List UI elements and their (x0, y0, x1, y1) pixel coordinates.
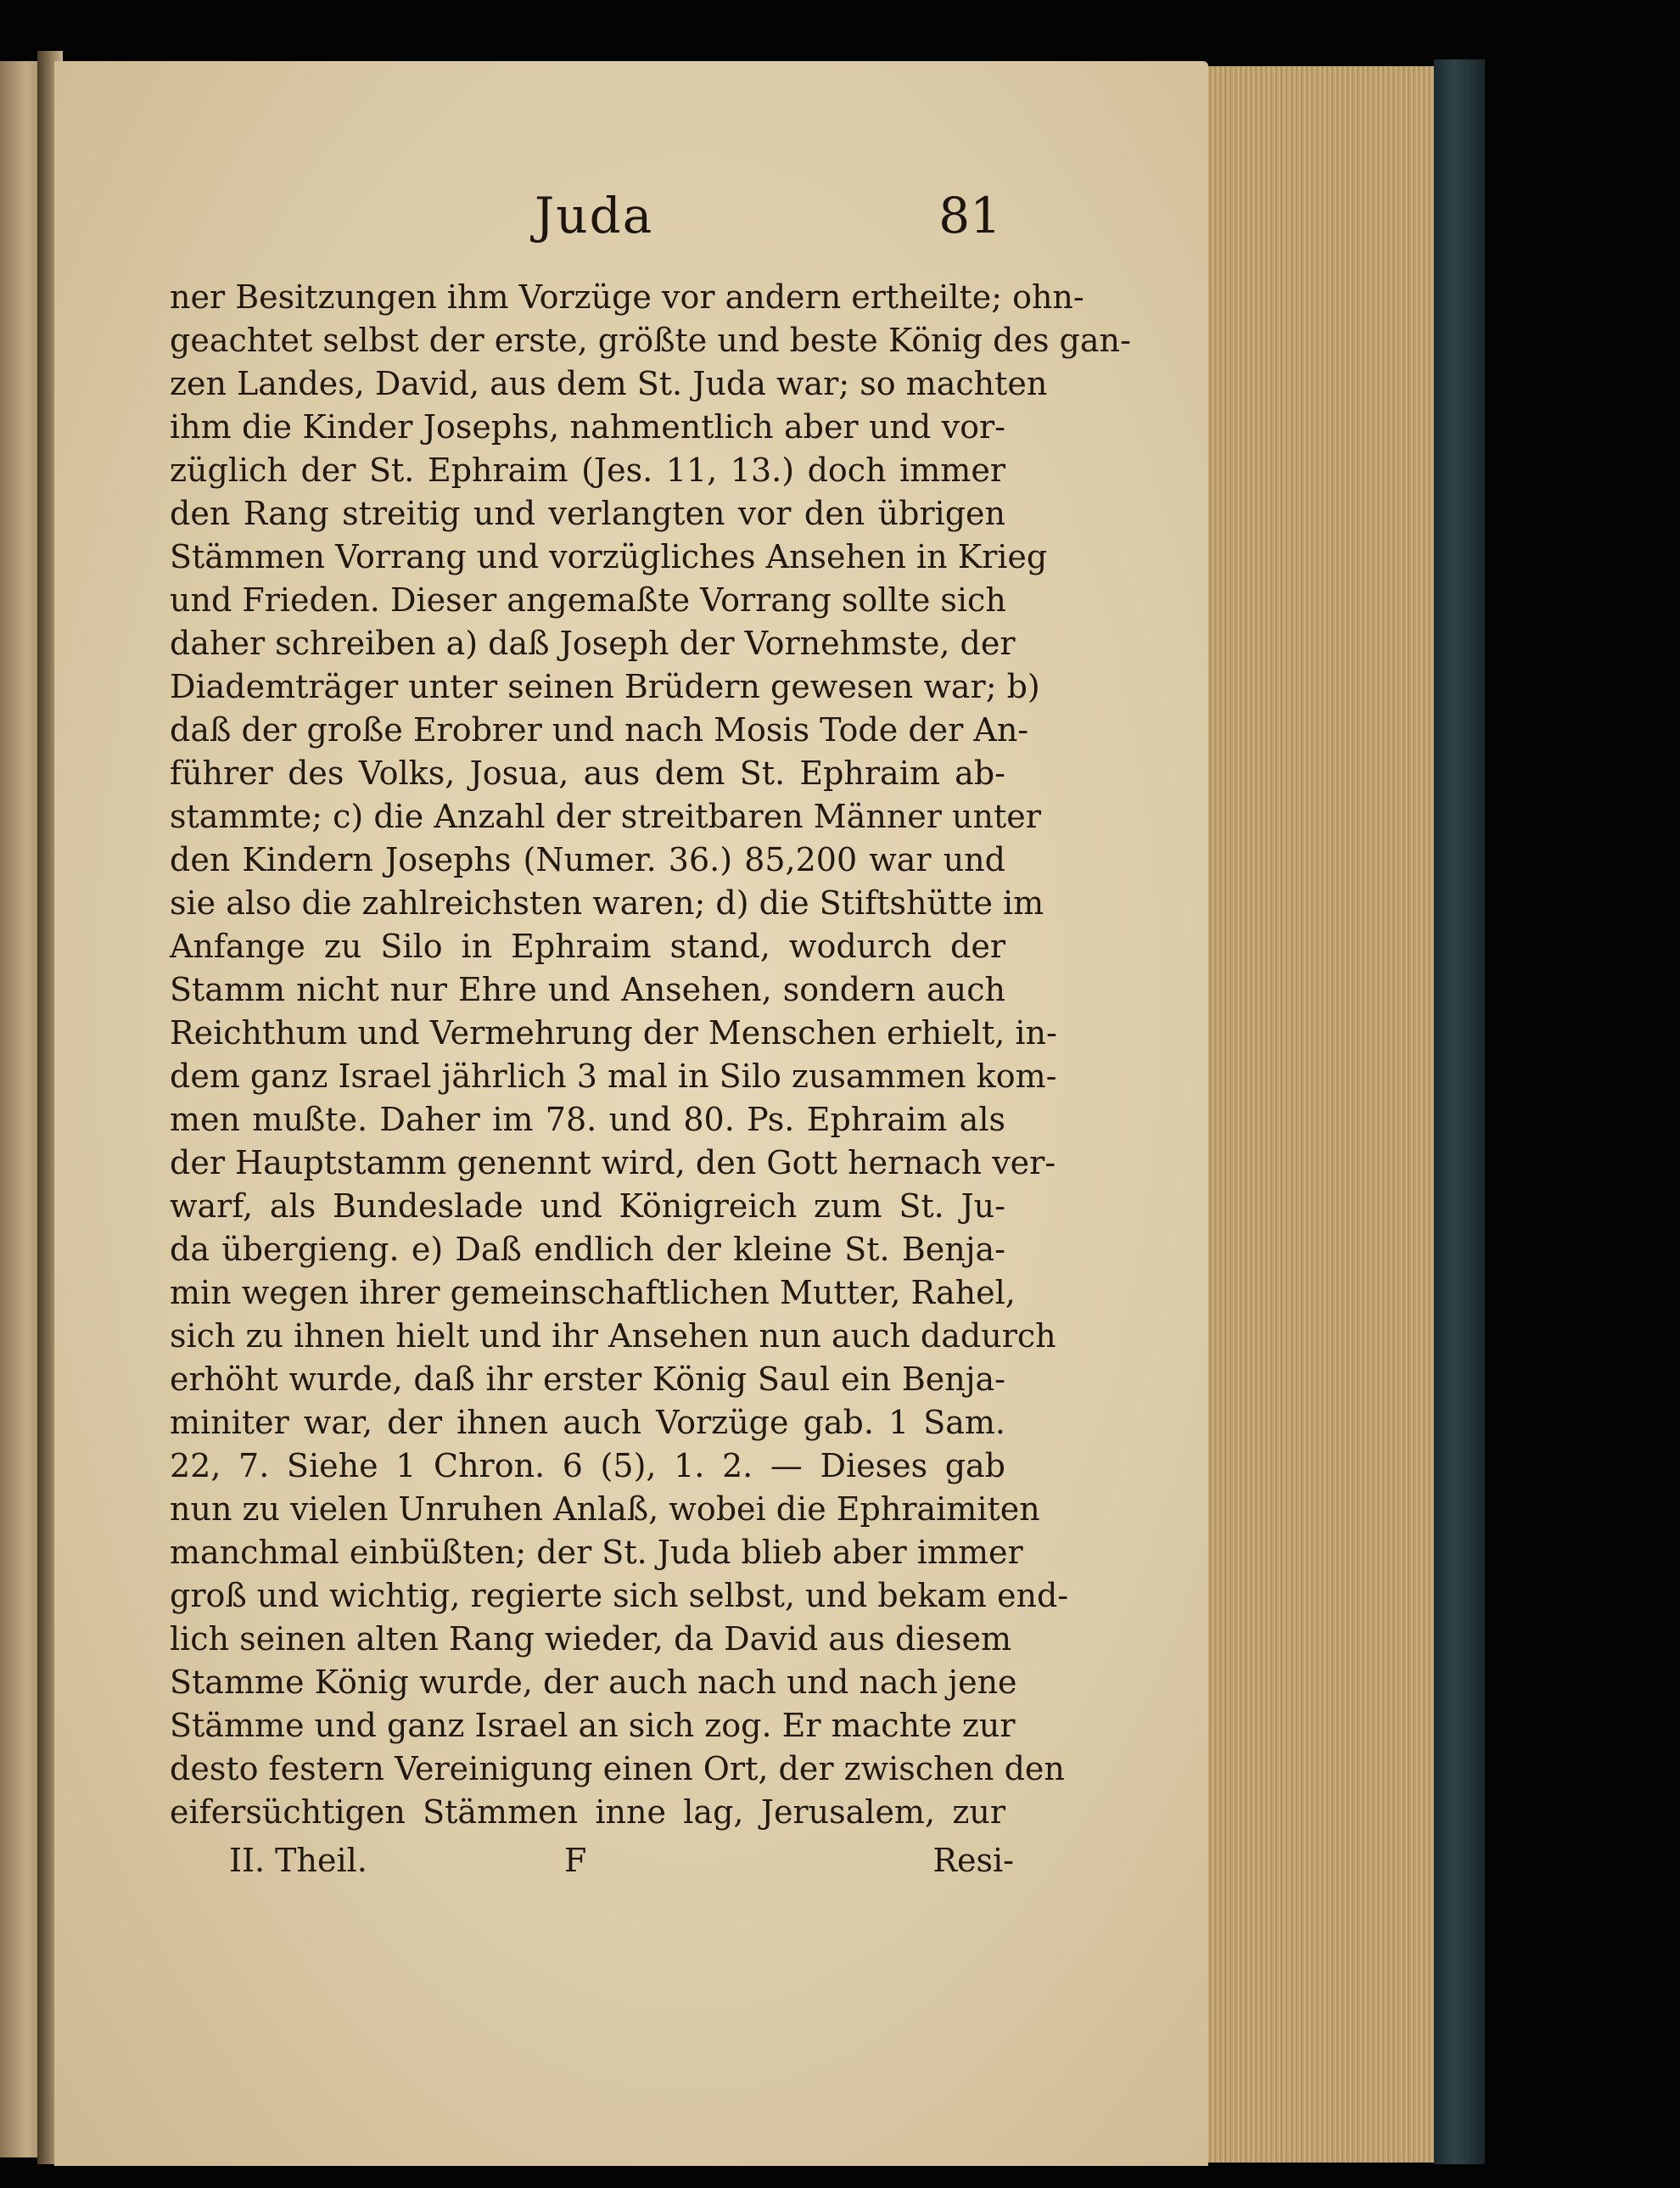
text-line: den Rang streitig und verlangten vor den übrigen (170, 495, 1005, 532)
running-title: Juda (535, 187, 654, 244)
text-line: dem ganz Israel jährlich 3 mal in Silo zusammen kom- (170, 1058, 1057, 1095)
text-line: groß und wichtig, regierte sich selbst, und bekam end- (170, 1577, 1069, 1614)
text-line: Stamm nicht nur Ehre und Ansehen, sondern auch (170, 971, 1005, 1008)
text-line: führer des Volks, Josua, aus dem St. Ephraim ab- (170, 755, 1005, 792)
text-line: ner Besitzungen ihm Vorzüge vor andern ertheilte; ohn- (170, 278, 1084, 316)
text-line: min wegen ihrer gemeinschaftlichen Mutter, Rahel, (170, 1274, 1016, 1311)
text-line: daß der große Erobrer und nach Mosis Tode der An- (170, 711, 1029, 749)
catchword: Resi- (932, 1842, 1014, 1879)
text-line: sie also die zahlreichsten waren; d) die Stiftshütte im (170, 884, 1044, 922)
page-footer (178, 1842, 1014, 1893)
signature-mark: F (564, 1842, 587, 1879)
text-line: Stämmen Vorrang und vorzügliches Ansehen in Krieg (170, 538, 1048, 575)
text-line: da übergieng. e) Daß endlich der kleine St. Benja- (170, 1231, 1005, 1268)
text-line: desto festern Vereinigung einen Ort, der zwischen den (170, 1750, 1065, 1787)
text-line: den Kindern Josephs (Numer. 36.) 85,200 war und (170, 841, 1005, 878)
text-line: sich zu ihnen hielt und ihr Ansehen nun auch dadurch (170, 1317, 1056, 1355)
text-line: nun zu vielen Unruhen Anlaß, wobei die Ephraimiten (170, 1490, 1040, 1528)
text-line: stammte; c) die Anzahl der streitbaren Männer unter (170, 798, 1041, 835)
text-line: Reichthum und Vermehrung der Menschen erhielt, in- (170, 1014, 1057, 1052)
text-line: und Frieden. Dieser angemaßte Vorrang sollte sich (170, 581, 1006, 619)
text-line: men mußte. Daher im 78. und 80. Ps. Ephraim als (170, 1101, 1005, 1138)
text-line: züglich der St. Ephraim (Jes. 11, 13.) doch immer (170, 452, 1005, 489)
text-line: lich seinen alten Rang wieder, da David aus diesem (170, 1620, 1011, 1658)
text-line: Stamme König wurde, der auch nach und nach jene (170, 1663, 1017, 1701)
text-line: 22, 7. Siehe 1 Chron. 6 (5), 1. 2. — Dieses gab (170, 1447, 1005, 1484)
text-line: eifersüchtigen Stämmen inne lag, Jerusalem, zur (170, 1793, 1005, 1831)
text-line: geachtet selbst der erste, größte und beste König des gan- (170, 322, 1131, 359)
text-line: Diademträger unter seinen Brüdern gewesen war; b) (170, 668, 1040, 705)
text-line: Stämme und ganz Israel an sich zog. Er machte zur (170, 1707, 1016, 1744)
text-line: Anfange zu Silo in Ephraim stand, wodurch der (170, 928, 1005, 965)
page-header (170, 187, 1001, 272)
text-line: manchmal einbüßten; der St. Juda blieb aber immer (170, 1534, 1023, 1571)
page-edges (1196, 66, 1444, 2163)
volume-signature: II. Theil. (229, 1842, 367, 1879)
text-line: zen Landes, David, aus dem St. Juda war; so machten (170, 365, 1048, 402)
text-line: erhöht wurde, daß ihr erster König Saul ein Benja- (170, 1360, 1005, 1398)
book-cover (1434, 59, 1485, 2164)
page-number: 81 (938, 187, 1001, 244)
body-text (170, 276, 1131, 1834)
text-line: daher schreiben a) daß Joseph der Vornehmste, der (170, 625, 1016, 662)
text-line: miniter war, der ihnen auch Vorzüge gab. 1 Sam. (170, 1404, 1005, 1441)
text-line: der Hauptstamm genennt wird, den Gott hernach ver- (170, 1144, 1056, 1181)
text-line: warf, als Bundeslade und Königreich zum St. Ju- (170, 1187, 1005, 1225)
text-line: ihm die Kinder Josephs, nahmentlich aber und vor- (170, 408, 1005, 446)
